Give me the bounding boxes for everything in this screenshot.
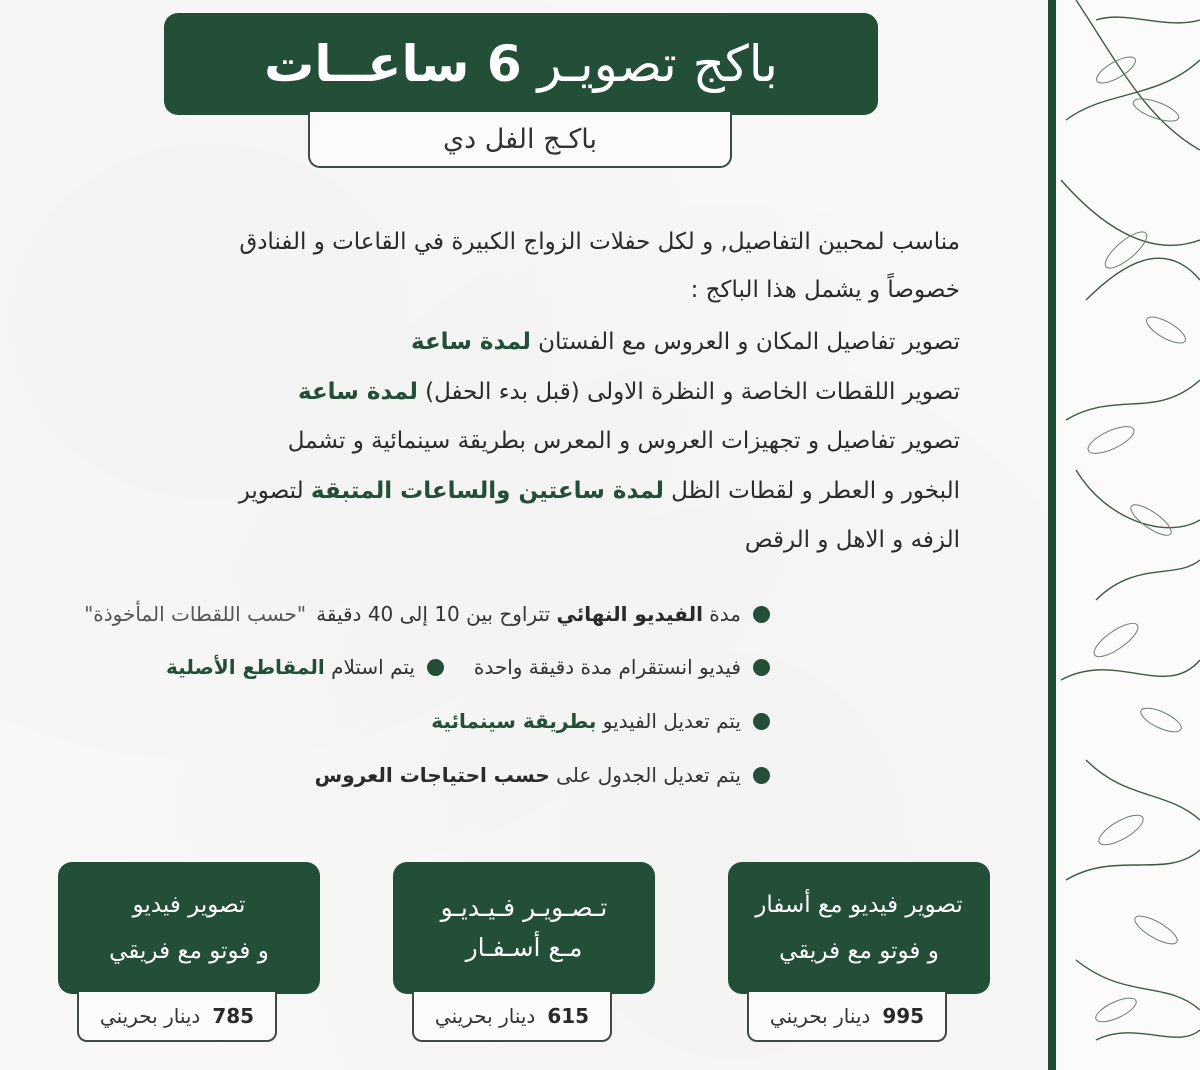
package-card-line-1: تصوير فيديو — [132, 892, 246, 918]
package-card-line-1: تـصـويـر فـيـديـو — [440, 893, 608, 922]
package-card-video-photo[interactable] — [58, 862, 320, 994]
price-currency: دينار بحريني — [769, 1004, 871, 1028]
bullet-dot-icon — [753, 606, 770, 623]
bullet-dot-icon — [753, 659, 770, 676]
price-amount: 995 — [882, 1004, 925, 1028]
list-item: مدة الفيديو النهائي تتراوح بين 10 إلى 40 دقيقة "حسب اللقطات المأخوذة" — [84, 602, 770, 626]
package-price-785 — [77, 992, 277, 1042]
intro-paragraph — [60, 218, 960, 314]
detail-line-2: تصوير اللقطات الخاصة و النظرة الاولى (قبل بدء الحفل) لمدة ساعة — [298, 378, 960, 405]
list-item: يتم تعديل الجدول على حسب احتياجات العروس — [315, 763, 770, 787]
list-item: يتم تعديل الفيديو بطريقة سينمائية — [431, 709, 770, 733]
package-card-line-2: مـع أسـفـار — [465, 933, 583, 962]
package-card-line-2: و فوتو مع فريقي — [779, 938, 939, 964]
page-title: باكج تصويـر 6 ساعــات — [264, 35, 778, 93]
bullet-dot-icon — [753, 713, 770, 730]
bullet-dot-icon — [753, 767, 770, 784]
price-amount: 615 — [547, 1004, 590, 1028]
package-card-video-asfar-photo[interactable] — [728, 862, 990, 994]
price-amount: 785 — [212, 1004, 255, 1028]
price-currency: دينار بحريني — [434, 1004, 536, 1028]
detail-line-5: الزفه و الاهل و الرقص — [744, 527, 960, 553]
detail-line-1: تصوير تفاصيل المكان و العروس مع الفستان لمدة ساعة — [411, 329, 960, 355]
package-price-615 — [412, 992, 612, 1042]
details-paragraph — [60, 318, 960, 566]
package-card-video-asfar[interactable] — [393, 862, 655, 994]
leaf-pattern-icon — [1048, 0, 1200, 1070]
intro-line-2: خصوصاً و يشمل هذا الباكج : — [690, 277, 960, 303]
package-subtitle — [308, 112, 732, 168]
detail-line-4: البخور و العطر و لقطات الظل لمدة ساعتين والساعات المتبقة لتصوير — [238, 477, 960, 504]
list-item: يتم استلام المقاطع الأصلية — [166, 655, 444, 679]
intro-line-1: مناسب لمحبين التفاصيل, و لكل حفلات الزواج الكبيرة في القاعات و الفنادق — [239, 229, 960, 255]
subtitle-text: باكـج الفل دي — [442, 123, 598, 155]
bullet-dot-icon — [427, 659, 444, 676]
price-currency: دينار بحريني — [99, 1004, 201, 1028]
package-price-995 — [747, 992, 947, 1042]
package-card-line-1: تصوير فيديو مع أسفار — [755, 892, 963, 918]
detail-line-3: تصوير تفاصيل و تجهيزات العروس و المعرس بطريقة سينمائية و تشمل — [287, 428, 960, 454]
list-item: فيديو انستقرام مدة دقيقة واحدة — [474, 655, 770, 679]
package-card-line-2: و فوتو مع فريقي — [109, 938, 269, 964]
package-title-banner — [164, 13, 878, 115]
